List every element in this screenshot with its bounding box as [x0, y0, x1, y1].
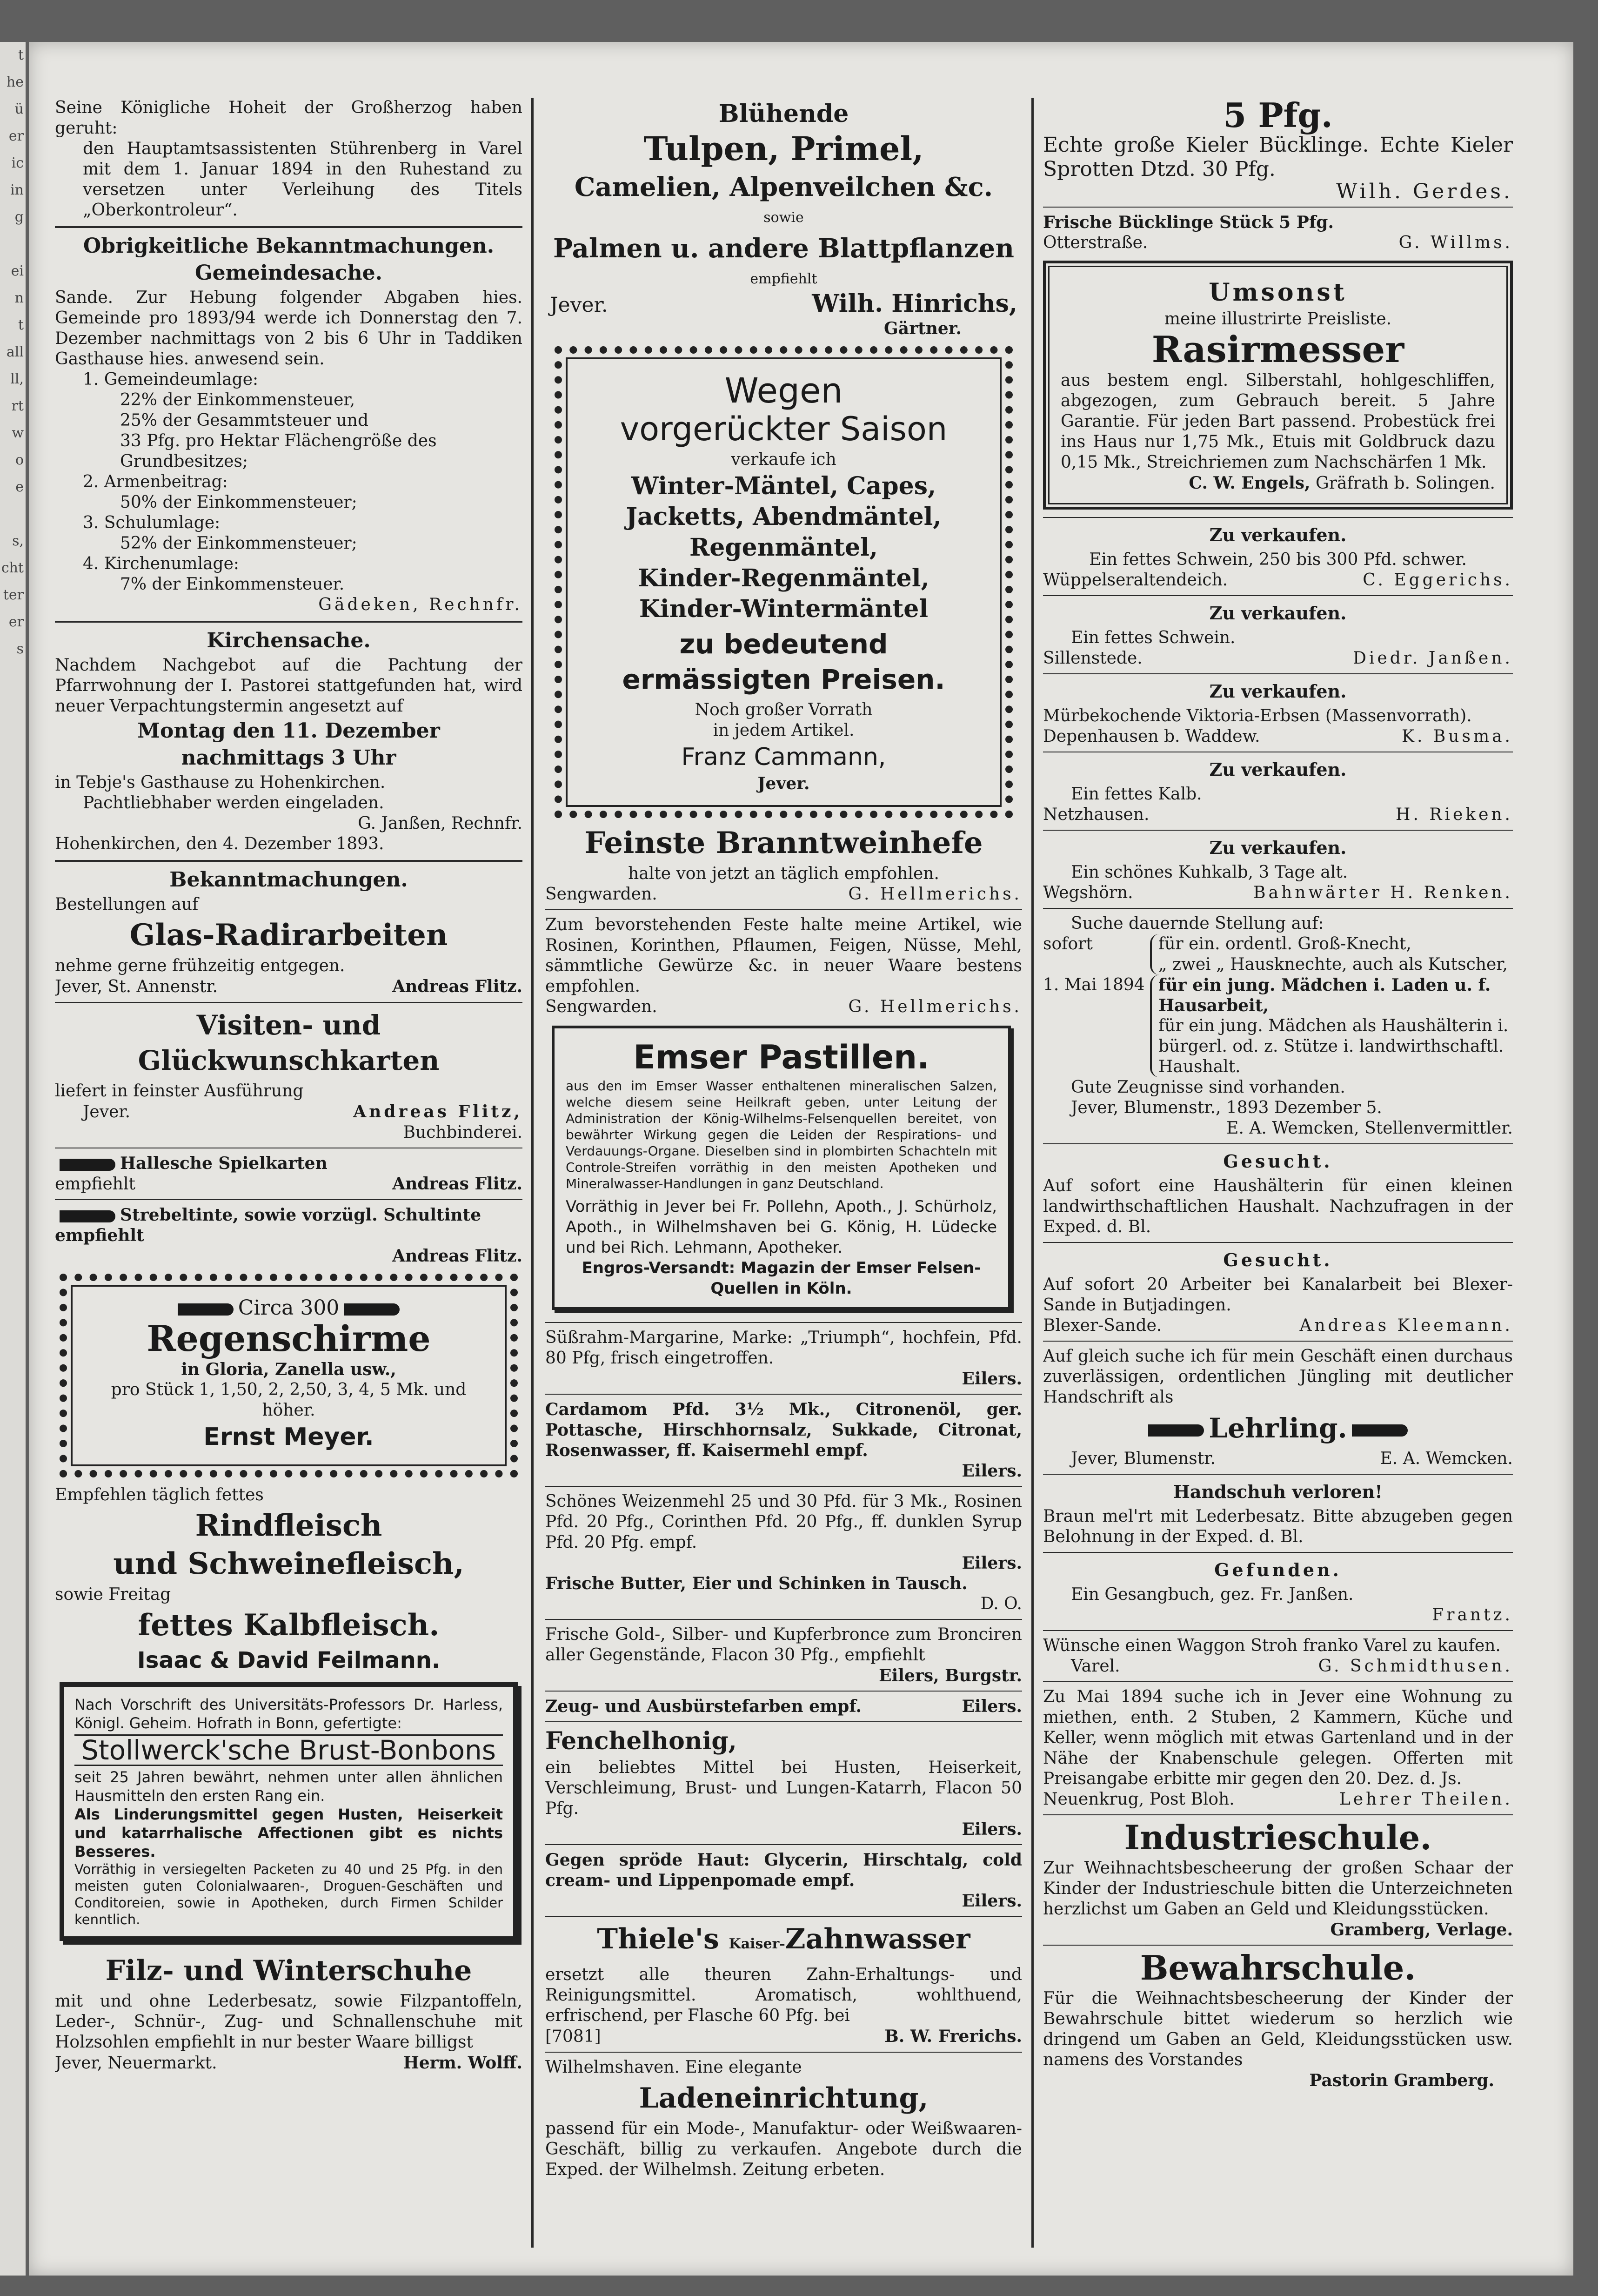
column-divider	[531, 98, 534, 2248]
ref-number: [7081]	[545, 2027, 601, 2046]
spielkarten-title: Hallesche Spielkarten	[120, 1154, 328, 1173]
stollwerck-brand: Stollwerck'sche Brust-Bonbons	[74, 1734, 503, 1766]
place: Jever.	[757, 774, 810, 793]
margin-fragment: ic	[11, 155, 24, 171]
text: Auf sofort eine Haushälterin für einen kleinen landwirthschaftlichen Haushalt. Nachzufragen in der Exped. d. Bl.	[1043, 1176, 1513, 1236]
text: ein beliebtes Mittel bei Husten, Heiserkeit, Verschleimung, Brust- und Lungen-Katarrh, Flacon 50 Pfg.	[545, 1758, 1022, 1818]
item: 4. Kirchenumlage:	[83, 554, 240, 573]
heading: Gefunden.	[1214, 1559, 1342, 1580]
circa-line: Circa 300	[238, 1296, 340, 1320]
emser-p3: Engros-Versandt: Magazin der Emser Felsen-Quellen in Köln.	[582, 1259, 981, 1298]
newspaper-page	[29, 42, 1573, 2276]
hinrichs-ad	[545, 100, 1022, 339]
advertiser-name: Eilers.	[962, 1891, 1022, 1911]
fleisch-ad	[55, 1485, 522, 1675]
gemeinde-paragraph: Sande. Zur Hebung folgender Abgaben hies. Gemeinde pro 1893/94 werde ich Donnerstag den 7. Dezember nachmittags von 2 bis 6 Uhr in Taddiken Gasthause hies. anwesend sein.	[55, 288, 522, 369]
handschuh-ad	[1043, 1479, 1513, 1547]
rindfleisch-title: Rindfleisch	[195, 1508, 382, 1543]
left-page-edge	[0, 42, 26, 2276]
line: Jever, Blumenstr., 1893 Dezember 5.	[1071, 1098, 1382, 1117]
schweinefleisch-title: und Schweinefleisch,	[113, 1546, 464, 1581]
advertiser-name: Eilers, Burgstr.	[879, 1666, 1022, 1685]
text: passend für ein Mode-, Manufaktur- oder Weißwaaren-Geschäft, billig zu verkaufen. Angebote durch die Exped. der Wilhelmsh. Zeitung erbeten.	[545, 2119, 1022, 2179]
text: aus bestem engl. Silberstahl, hohlgeschliffen, abgezogen, zum Gebrauch bereit. 5 Jahre Garantie. Für jeden Bart passend. Probestück frei ins Haus nur 1,75 Mk., Etuis mit Goldbruck dazu 0,15 Mk., Streichriemen zum Nachschärfen 1 Mk.	[1061, 371, 1495, 472]
margin-fragment	[0, 501, 26, 528]
margin-fragment: t	[18, 317, 24, 333]
line: empfiehlt	[55, 1175, 135, 1194]
date-line: Montag den 11. Dezember	[137, 719, 440, 743]
stollwerck-ad	[60, 1682, 518, 1941]
advertiser-name: E. A. Wemcken, Stellenvermittler.	[1226, 1119, 1513, 1138]
thiele-ad	[545, 1921, 1022, 2047]
margin-fragment: s,	[12, 533, 24, 549]
pointing-hand-icon	[60, 1159, 115, 1171]
margin-fragment: ei	[11, 263, 24, 279]
margin-fragment: cht	[1, 560, 24, 576]
heading: Zu verkaufen.	[1209, 681, 1347, 702]
glas-radirarbeiten-title: Glas-Radirarbeiten	[129, 918, 448, 953]
mid-line: sowie Freitag	[55, 1585, 171, 1604]
advertiser-name: Ernst Meyer.	[203, 1423, 374, 1451]
zeug-ad	[545, 1696, 1022, 1717]
advertiser-name: Andreas Flitz,	[353, 1102, 522, 1121]
feste-text: Zum bevorstehenden Feste halte meine Artikel, wie Rosinen, Korinthen, Pflaumen, Feigen, Nüsse, Mehl, sämmtliche Gewürze &c. in neuer Waare bestens empfohlen.	[545, 915, 1022, 996]
regenschirme-title: Regenschirme	[147, 1318, 431, 1359]
advertiser-name: Lehrer Theilen.	[1339, 1790, 1513, 1809]
text: ersetzt alle theuren Zahn-Erhaltungs- und Reinigungsmittel. Aromatisch, wohlthuend, erfrischend, per Flasche 60 Pfg. bei	[545, 1965, 1022, 2025]
margin-fragment: er	[8, 128, 24, 144]
section-heading: Kirchensache.	[207, 629, 371, 652]
pointing-hand-icon	[344, 1303, 400, 1316]
time-line: nachmittags 3 Uhr	[181, 746, 396, 770]
filzschuhe-text: mit und ohne Lederbesatz, sowie Filzpantoffeln, Leder-, Schnür-, Zug- und Schnallenschuhe mit Holzsohlen empfiehlt in nur bester Waare billigst	[55, 1992, 522, 2052]
place: Sengwarden.	[545, 997, 657, 1016]
advertiser-name: K. Busma.	[1402, 727, 1513, 746]
glycerin-ad	[545, 1850, 1022, 1911]
advertiser-name: C. Eggerichs.	[1363, 571, 1513, 590]
spielkarten-ad	[55, 1153, 522, 1195]
thiele-title: Thiele's	[597, 1923, 719, 1955]
margin-fragment: e	[15, 479, 24, 495]
visitenkarten-title: Visiten- und Glückwunschkarten	[138, 1009, 440, 1076]
place: Blexer-Sande.	[1043, 1316, 1162, 1335]
palmen-title: Palmen u. andere Blattpflanzen	[553, 233, 1015, 264]
place-date: Hohenkirchen, den 4. Dezember 1893.	[55, 834, 384, 853]
line: für ein jung. Mädchen als Haushälterin i. bürgerl. od. z. Stütze i. landwirthschaftl. Haushalt.	[1158, 1016, 1509, 1076]
fenchelhonig-ad	[545, 1727, 1022, 1839]
heading: Zu verkaufen.	[1209, 837, 1347, 858]
line: in jedem Artikel.	[713, 721, 855, 740]
advertiser-name: Wilh. Hinrichs,	[812, 289, 1017, 318]
place: Jever.	[550, 293, 608, 317]
line: sowie	[763, 209, 804, 226]
text: Wünsche einen Waggon Stroh franko Varel zu kaufen.	[1043, 1636, 1501, 1655]
text: Frische Bücklinge Stück 5 Pfg.	[1043, 213, 1334, 232]
stollwerck-intro: Nach Vorschrift des Universitäts-Professors Dr. Harless, Königl. Geheim. Hofrath in Bonn, gefertigte:	[74, 1696, 503, 1732]
notice-body: den Hauptamtsassistenten Stührenberg in Varel mit dem 1. Januar 1894 in den Ruhestand zu versetzen unter Verleihung des Titels „Oberkontroleur“.	[83, 139, 522, 220]
text: Ein schönes Kuhkalb, 3 Tage alt.	[1071, 863, 1348, 882]
line: für ein. ordentl. Groß-Knecht,	[1158, 934, 1411, 953]
line: Noch großer Vorrath	[695, 700, 873, 719]
advertiser-name: Pastorin Gramberg.	[1309, 2071, 1494, 2090]
laden-ad	[545, 2057, 1022, 2180]
line: meine illustrirte Preisliste.	[1164, 309, 1392, 329]
margin-fragment: rt	[11, 398, 24, 414]
text: Gegen spröde Haut: Glycerin, Hirschtalg, cold cream- und Lippenpomade empf.	[545, 1850, 1022, 1890]
line: „ zwei „ Hausknechte, auch als Kutscher,	[1158, 955, 1508, 974]
place: Wüppelseraltendeich.	[1043, 571, 1228, 590]
butter-ad	[545, 1573, 1022, 1614]
advertiser-name: Eilers.	[962, 1369, 1022, 1389]
advertiser-name: Isaac & David Feilmann.	[137, 1647, 441, 1673]
cardamom-ad	[545, 1399, 1022, 1481]
advertiser-name: G. Willms.	[1398, 233, 1513, 252]
location-line: in Tebje's Gasthause zu Hohenkirchen.	[55, 773, 386, 792]
heading: Gesucht.	[1223, 1249, 1333, 1270]
text: Ein fettes Kalb.	[1071, 785, 1202, 804]
tulpen-title: Tulpen, Primel,	[643, 129, 924, 168]
advertiser-name: B. W. Frerichs.	[884, 2027, 1022, 2046]
emser-title: Emser Pastillen.	[633, 1038, 929, 1076]
feste-ad	[545, 915, 1022, 1017]
advertiser-name: Eilers.	[962, 1697, 1022, 1716]
item: 7% der Einkommensteuer.	[120, 575, 345, 594]
text: Schönes Weizenmehl 25 und 30 Pfd. für 3 Mk., Rosinen Pfd. 20 Pfg., Corinthen Pfd. 20 Pfg., ff. dunklen Syrup Pfd. 20 Pfg. empf.	[545, 1492, 1022, 1552]
advertiser-name: Gramberg, Verlage.	[1330, 1920, 1513, 1940]
margin-fragment: ü	[14, 101, 24, 117]
place: Jever, Neuermarkt.	[55, 2054, 217, 2073]
line: für ein jung. Mädchen i. Laden u. f. Hausarbeit,	[1158, 975, 1491, 1015]
margin-fragment: o	[15, 452, 24, 468]
item: 1. Gemeindeumlage:	[83, 370, 259, 389]
rasirmesser-title: Rasirmesser	[1151, 329, 1404, 371]
emser-ad	[552, 1026, 1011, 1310]
advertiser-name: G. Hellmerichs.	[848, 885, 1022, 904]
cammann-ad	[555, 346, 1013, 818]
margin-fragment: t	[18, 47, 24, 63]
item: 2. Armenbeitrag:	[83, 472, 228, 491]
pointing-hand-icon	[1148, 1424, 1204, 1437]
line: liefert in feinster Ausführung	[55, 1081, 304, 1101]
place: Netzhausen.	[1043, 805, 1150, 824]
item: 50% der Einkommensteuer;	[120, 493, 357, 512]
strebeltinte-text: Strebeltinte, sowie vorzügl. Schultinte empfiehlt	[55, 1205, 481, 1245]
pointing-hand-icon	[178, 1303, 234, 1316]
item-line: Winter-Mäntel, Capes,	[631, 472, 936, 500]
kalbfleisch-title: fettes Kalbfleisch.	[138, 1608, 440, 1643]
section-heading: Bekanntmachungen.	[169, 868, 408, 892]
verkauf-ad-4	[1043, 757, 1513, 825]
margin-fragment: n	[14, 290, 24, 306]
visitenkarten-ad	[55, 1007, 522, 1143]
heading: Zu verkaufen.	[1209, 524, 1347, 545]
margin-fragment: in	[10, 182, 24, 198]
industrieschule-title: Industrieschule.	[1124, 1818, 1432, 1857]
emser-p2: Vorräthig in Jever bei Fr. Pollehn, Apoth., J. Schürholz, Apoth., in Wilhelmshaven bei G. König, H. Lüdecke und bei Rich. Lehmann, Apotheker.	[566, 1197, 997, 1257]
margarine-ad	[545, 1328, 1022, 1389]
text: Auf gleich suche ich für mein Geschäft einen durchaus zuverlässigen, ordentlichen Jüngling mit deutlicher Handschrift als	[1043, 1347, 1513, 1407]
text: Echte große Kieler Bücklinge. Echte Kieler Sprotten Dtzd. 30 Pfg.	[1043, 133, 1513, 181]
verkauf-ad-3	[1043, 679, 1513, 747]
obrigkeitliche-section	[55, 234, 522, 615]
column-middle	[545, 98, 1022, 2257]
stollwerck-p4: Vorräthig in versiegelten Packeten zu 40 und 25 Pfg. in den meisten guten Colonialwaaren-, Droguen-Geschäften und Conditoreien, sowie in Apotheken, durch Firmen Schilder kenntlich.	[74, 1861, 503, 1927]
text: Zur Weihnachtsbescheerung der großen Schaar der Kinder der Industrieschule bitten die Unterzeichneten herzlichst um Gaben an Geld und Kleidungsstücken.	[1043, 1859, 1513, 1919]
place: Sillenstede.	[1043, 649, 1143, 668]
advertiser-name: D. O.	[980, 1594, 1022, 1613]
preisen-line: zu bedeutend ermässigten Preisen.	[622, 628, 945, 695]
text: Zeug- und Ausbürstefarben empf.	[545, 1697, 862, 1716]
advertiser-name: Andreas Kleemann.	[1299, 1316, 1513, 1335]
margin-fragment: w	[12, 425, 24, 441]
kirchen-paragraph: Nachdem Nachgebot auf die Pachtung der Pfarrwohnung der I. Pastorei stattgefunden hat, wird neuer Verpachtungstermin angesetzt auf	[55, 656, 522, 716]
advertiser-name: Wilh. Gerdes.	[1336, 180, 1513, 203]
role: Gärtner.	[884, 319, 962, 338]
heading: Zu verkaufen.	[1209, 759, 1347, 780]
heading: Zu verkaufen.	[1209, 603, 1347, 624]
branntweinhefe-ad	[545, 826, 1022, 905]
buecklinge-ad	[1043, 98, 1513, 202]
gefunden-ad	[1043, 1558, 1513, 1625]
margin-fragment: he	[6, 74, 24, 90]
column-divider	[1031, 98, 1034, 2248]
advertiser-name: E. A. Wemcken.	[1380, 1449, 1513, 1468]
umsonst-title: Umsonst	[1209, 278, 1347, 307]
bewahrschule-title: Bewahrschule.	[1140, 1948, 1416, 1987]
item-line: Kinder-Regenmäntel,	[638, 564, 929, 592]
post-line: nehme gerne frühzeitig entgegen.	[55, 956, 345, 975]
section-heading: Obrigkeitliche Bekanntmachungen.	[83, 234, 495, 258]
signature: Gädeken, Rechnfr.	[318, 595, 522, 614]
line: halte von jetzt an täglich empfohlen.	[628, 864, 939, 883]
zahnwasser-title: Zahnwasser	[785, 1923, 970, 1955]
text: Ein fettes Schwein.	[1071, 628, 1236, 647]
lehrling-title: Lehrling.	[1209, 1412, 1347, 1444]
item: 33 Pfg. pro Hektar Flächengröße des Grundbesitzes;	[120, 431, 437, 471]
text: Süßrahm-Margarine, Marke: „Triumph“, hochfein, Pfd. 80 Pfg, frisch eingetroffen.	[545, 1328, 1022, 1368]
item: 22% der Einkommensteuer,	[120, 390, 355, 410]
weizenmehl-ad	[545, 1491, 1022, 1573]
line: Blühende	[718, 100, 849, 128]
text: Braun mel'rt mit Lederbesatz. Bitte abzugeben gegen Belohnung in der Exped. d. Bl.	[1043, 1507, 1513, 1546]
fenchel-title: Fenchelhonig,	[545, 1727, 737, 1755]
sub-heading: Gemeindesache.	[195, 261, 382, 285]
stollwerck-p3: Als Linderungsmittel gegen Husten, Heiserkeit und katarrhalische Affectionen gibt es nichts Besseres.	[74, 1806, 503, 1860]
industrieschule-ad	[1043, 1820, 1513, 1940]
text: Für die Weihnachtsbescheerung der Kinder der Bewahrschule bittet wiederum so herzlich wie dringend um Gaben an Geld, Kleidungsstücken usw. namens des Vorstandes	[1043, 1989, 1513, 2069]
advertiser-name: Eilers.	[962, 1553, 1022, 1573]
margin-fragment: g	[14, 209, 24, 225]
emser-p1: aus den im Emser Wasser enthaltenen mineralischen Salzen, welche diesem seine Heilkraft geben, unter Leitung der Administration der König-Wilhelms-Felsenquellen bereitet, von bewährter Wirkung gegen die Leiden der Respirations- und Verdauungs-Organe. Dieselben sind in plombirten Schachteln mit Controle-Streifen vorräthig in den meisten Apotheken und Mineralwasser-Handlungen in ganz Deutschland.	[566, 1078, 997, 1191]
filzschuhe-ad	[55, 1953, 522, 2074]
notice-lead: Seine Königliche Hoheit der Großherzog haben geruht:	[55, 98, 522, 138]
advertiser-name: Eilers.	[962, 1819, 1022, 1839]
wohnung-ad	[1043, 1687, 1513, 1810]
line: empfiehlt	[750, 271, 817, 287]
advertiser-name: Andreas Flitz.	[392, 1174, 522, 1194]
gesucht-ad-2	[1043, 1248, 1513, 1336]
item-line: Kinder-Wintermäntel	[639, 595, 929, 623]
item: 52% der Einkommensteuer;	[120, 534, 357, 553]
column-right	[1043, 98, 1513, 2257]
stellung-ad	[1043, 913, 1513, 1139]
saison-line: vorgerückter Saison	[620, 410, 948, 448]
heading: Suche dauernde Stellung auf:	[1071, 914, 1324, 933]
camelien-title: Camelien, Alpenveilchen &c.	[574, 172, 993, 202]
advertiser-name: C. W. Engels,	[1189, 473, 1310, 493]
address: Jever, St. Annenstr.	[55, 977, 218, 996]
label: 1. Mai 1894	[1043, 975, 1145, 994]
price-title: 5 Pfg.	[1223, 98, 1333, 135]
margin-fragment: ll,	[10, 371, 24, 387]
frische-buecklinge-ad	[1043, 212, 1513, 253]
place: Gräfrath b. Solingen.	[1316, 474, 1495, 493]
advertiser-name: Andreas Flitz.	[392, 1246, 522, 1266]
place: Wegshörn.	[1043, 883, 1133, 902]
column-left	[55, 98, 522, 2257]
advertiser-name: G. Schmidthusen.	[1318, 1657, 1513, 1676]
kaiser-label: Kaiser-	[729, 1936, 785, 1952]
line: Gute Zeugnisse sind vorhanden.	[1071, 1078, 1345, 1097]
filzschuhe-title: Filz- und Winterschuhe	[105, 1954, 472, 1987]
verkauf-ad-2	[1043, 601, 1513, 669]
verkauf-ad-5	[1043, 835, 1513, 903]
pre-line: Empfehlen täglich fettes	[55, 1485, 264, 1504]
bewahrschule-ad	[1043, 1950, 1513, 2091]
item: 3. Schulumlage:	[83, 513, 221, 532]
place: Otterstraße.	[1043, 233, 1148, 252]
heading: Gesucht.	[1223, 1151, 1333, 1172]
invite-line: Pachtliebhaber werden eingeladen.	[83, 793, 384, 812]
grossherzog-notice	[55, 98, 522, 221]
gesucht-ad-1	[1043, 1149, 1513, 1237]
lehrling-ad	[1043, 1346, 1513, 1469]
advertiser-name: Andreas Flitz.	[392, 977, 522, 996]
strebeltinte-ad	[55, 1205, 522, 1266]
pointing-hand-icon	[60, 1210, 115, 1222]
price-line: pro Stück 1, 1,50, 2, 2,50, 3, 4, 5 Mk. und höher.	[111, 1380, 467, 1420]
regenschirme-ad	[60, 1274, 518, 1477]
margin-fragment: s	[16, 641, 24, 657]
stollwerck-p2: seit 25 Jahren bewährt, nehmen unter allen ähnlichen Hausmitteln den ersten Rang ein.	[74, 1768, 503, 1805]
text: Ein fettes Schwein, 250 bis 300 Pfd. schwer.	[1089, 550, 1467, 569]
signature: G. Janßen, Rechnfr.	[358, 814, 522, 833]
advertiser-name: G. Hellmerichs.	[848, 997, 1022, 1016]
item-line: Jacketts, Abendmäntel,	[626, 503, 942, 531]
margin-fragment: er	[8, 614, 24, 630]
hefe-title: Feinste Branntweinhefe	[584, 826, 983, 860]
waggon-ad	[1043, 1636, 1513, 1677]
bronce-ad	[545, 1625, 1022, 1686]
text: Ein Gesangbuch, gez. Fr. Janßen.	[1071, 1585, 1354, 1604]
item-line: Regenmäntel,	[689, 533, 878, 562]
margin-fragment: ter	[3, 587, 24, 603]
kirchensache-section	[55, 628, 522, 854]
line: in Gloria, Zanella usw.,	[181, 1360, 396, 1379]
item: 25% der Gesammtsteuer und	[120, 411, 369, 430]
heading: Handschuh verloren!	[1173, 1481, 1383, 1502]
advertiser-name: Diedr. Janßen.	[1353, 649, 1513, 668]
text: Frische Gold-, Silber- und Kupferbronce zum Bronciren aller Gegenstände, Flacon 30 Pfg., empfiehlt	[545, 1625, 1022, 1665]
margin-fragment	[0, 231, 26, 258]
text: Cardamom Pfd. 3½ Mk., Citronenöl, ger. Pottasche, Hirschhornsalz, Sukkade, Citronat, Rosenwasser, ff. Kaisermehl empf.	[545, 1400, 1022, 1460]
laden-title: Ladeneinrichtung,	[639, 2082, 929, 2115]
place: Varel.	[1071, 1657, 1120, 1676]
advertiser-name: Herm. Wolff.	[403, 2053, 522, 2073]
place: Jever.	[83, 1102, 131, 1121]
place: Sengwarden.	[545, 885, 657, 904]
text: Auf sofort 20 Arbeiter bei Kanalarbeit bei Blexer-Sande in Butjadingen.	[1043, 1275, 1513, 1315]
wegen-line: Wegen	[724, 371, 843, 411]
place: Neuenkrug, Post Bloh.	[1043, 1790, 1235, 1809]
rasirmesser-ad	[1043, 261, 1513, 510]
bekanntmachungen-section	[55, 867, 522, 997]
advertiser-name: Frantz.	[1432, 1605, 1513, 1625]
pre-line: Bestellungen auf	[55, 895, 199, 914]
margin-fragment: all	[6, 344, 24, 360]
line: verkaufe ich	[731, 450, 836, 469]
label: sofort	[1043, 934, 1093, 953]
place: Depenhausen b. Waddew.	[1043, 727, 1260, 746]
text: Frische Butter, Eier und Schinken in Tausch.	[545, 1574, 968, 1593]
pointing-hand-icon	[1352, 1424, 1408, 1437]
verkauf-ad-1	[1043, 523, 1513, 591]
advertiser-name: Bahnwärter H. Renken.	[1253, 883, 1513, 902]
place: Jever, Blumenstr.	[1071, 1449, 1216, 1468]
pre-line: Wilhelmshaven. Eine elegante	[545, 2058, 802, 2077]
text: Mürbekochende Viktoria-Erbsen (Massenvorrath).	[1043, 706, 1472, 725]
advertiser-name: Franz Cammann,	[681, 743, 886, 771]
advertiser-name: Eilers.	[962, 1461, 1022, 1481]
text: Zu Mai 1894 suche ich in Jever eine Wohnung zu miethen, enth. 2 Stuben, 2 Kammern, Küche und Keller, wenn möglich mit etwas Gartenland und in der Nähe der Knabenschule gelegen. Offerten mit Preisangabe erbitte mir gegen den 20. Dez. d. Js.	[1043, 1687, 1513, 1788]
advertiser-name: H. Rieken.	[1396, 805, 1513, 824]
role: Buchbinderei.	[403, 1123, 522, 1142]
